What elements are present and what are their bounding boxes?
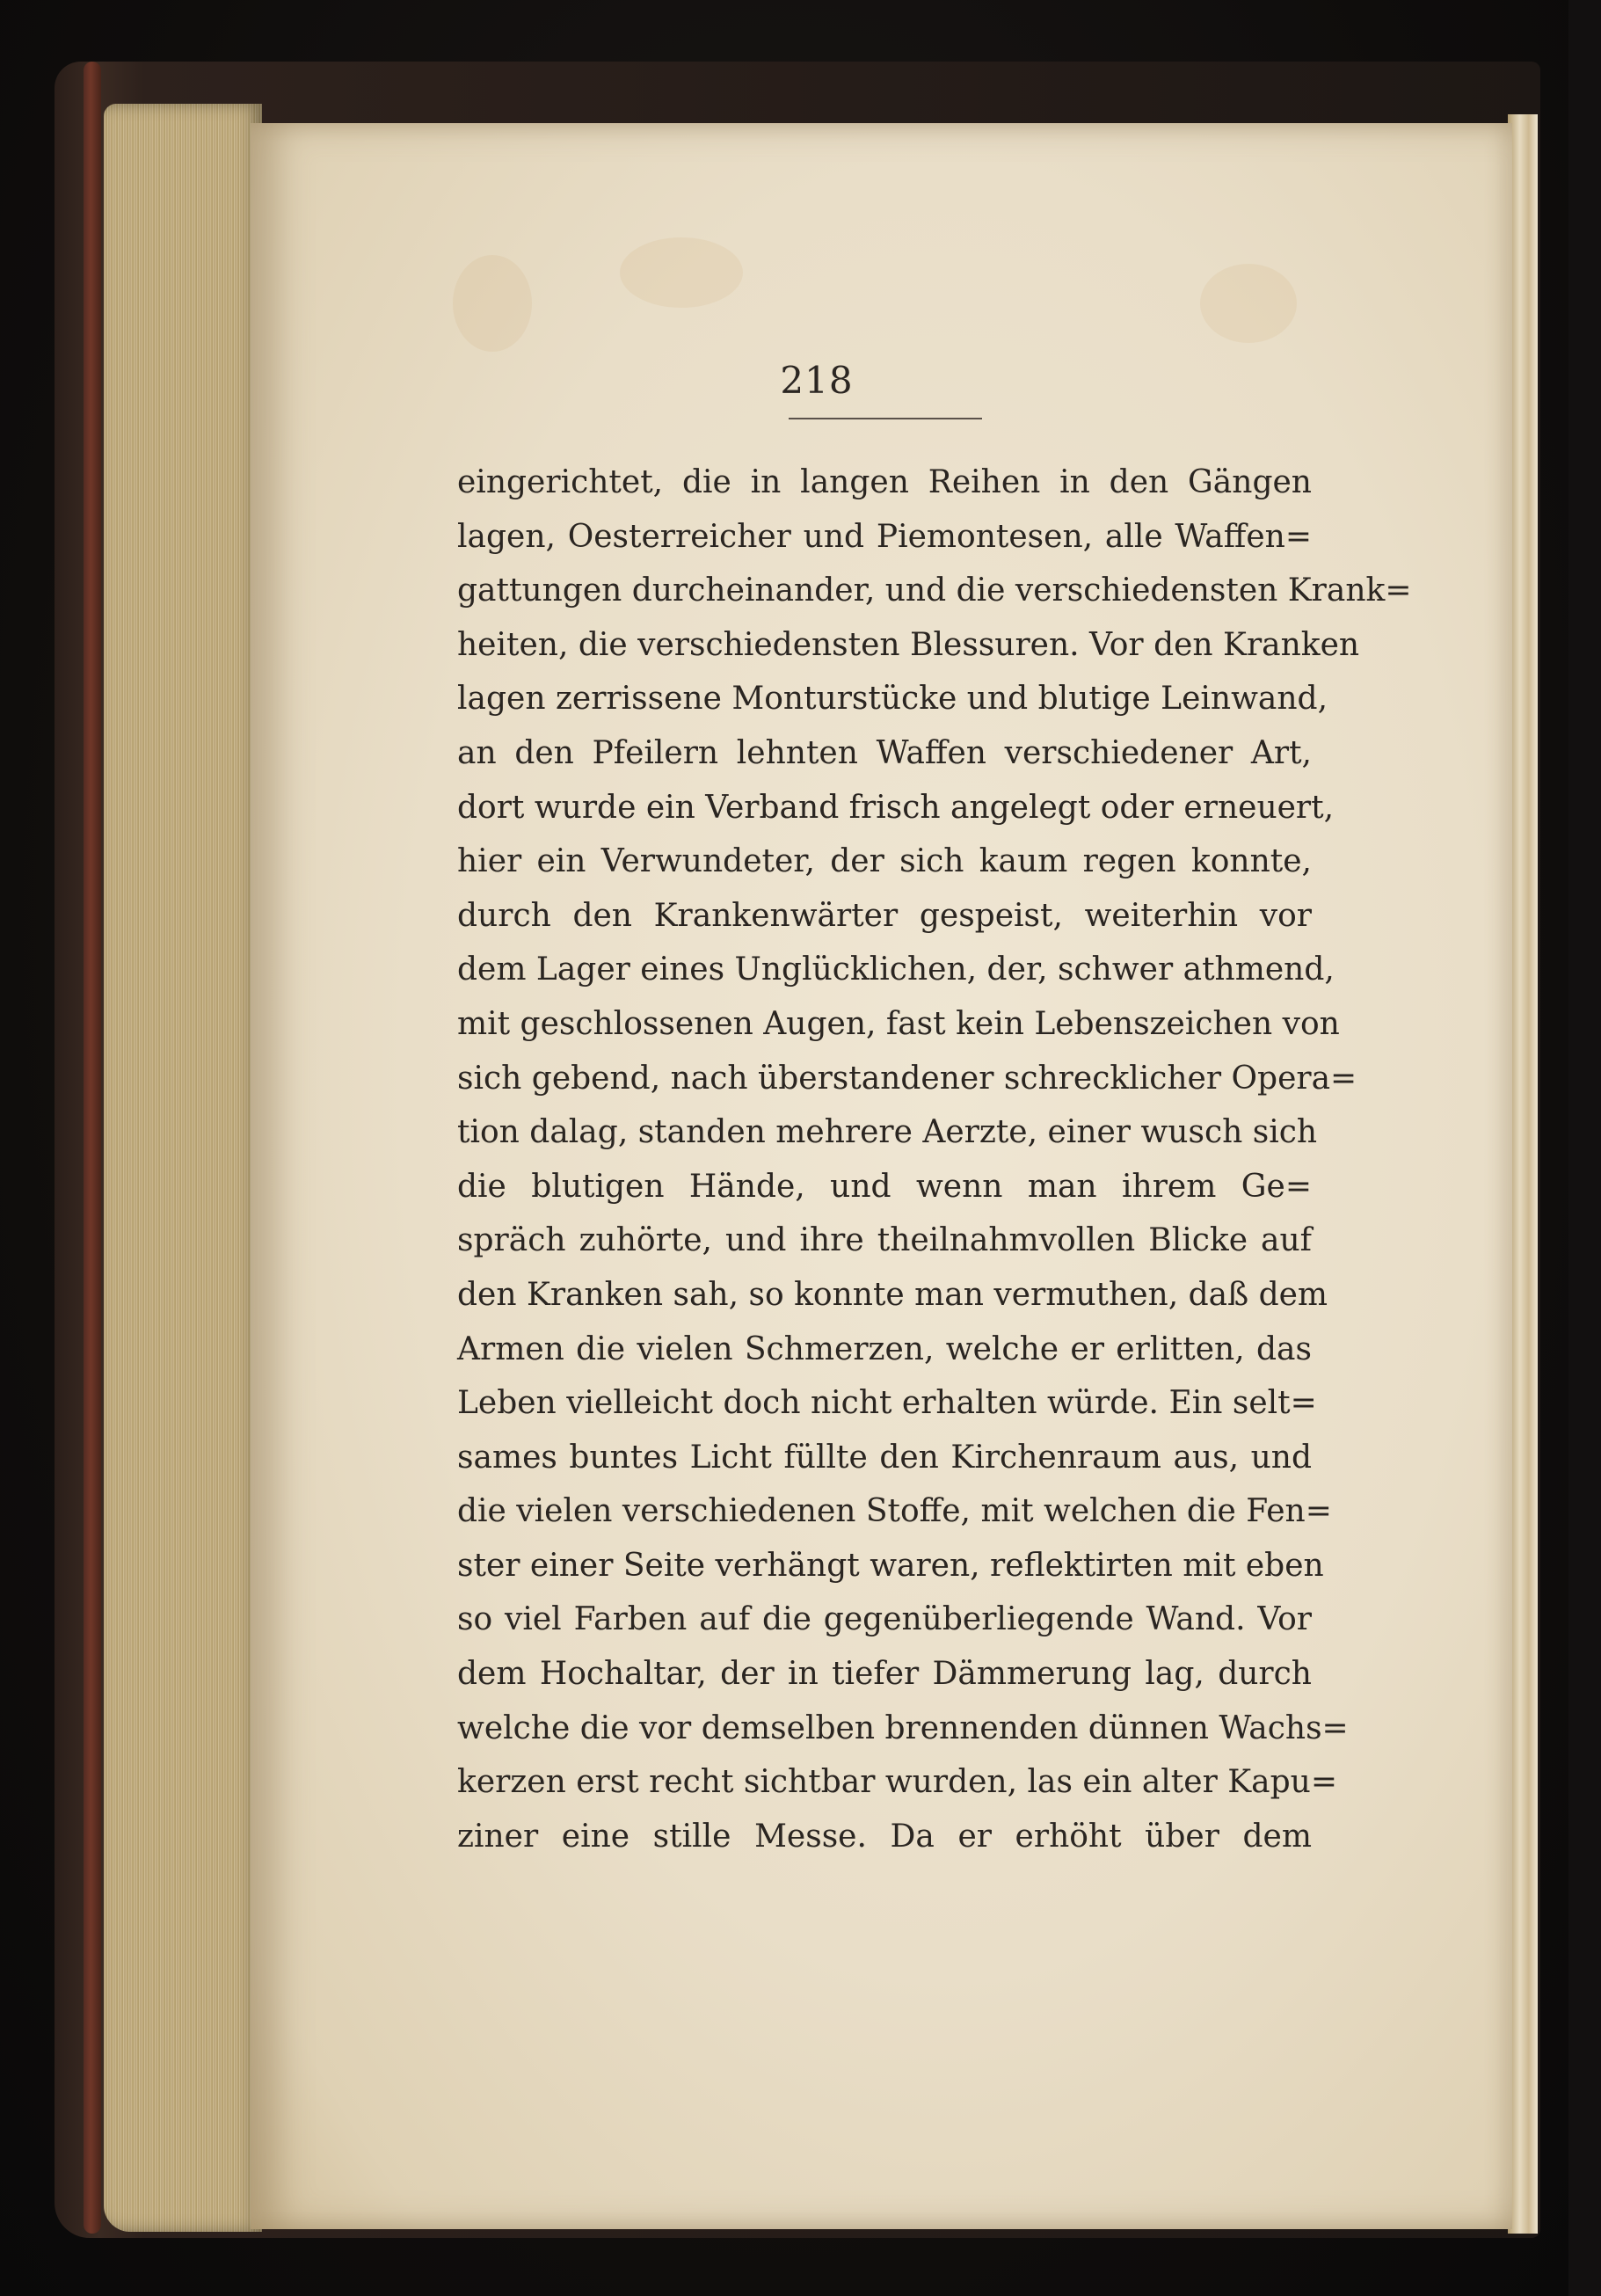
text-line: die blutigen Hände, und wenn man ihrem Ge= [457,1168,1312,1205]
text-line: gattungen durcheinander, und die verschiedensten Krank= [457,572,1412,609]
text-line: tion dalag, standen mehrere Aerzte, einer wusch sich [457,1114,1318,1151]
page-stack [104,104,262,2232]
text-line: heiten, die verschiedensten Blessuren. Vor den Kranken [457,626,1360,663]
header-rule [789,418,982,419]
page-stain [620,237,743,308]
text-line: ziner eine stille Messe. Da er erhöht über dem [457,1818,1312,1855]
text-line: Armen die vielen Schmerzen, welche er erlitten, das [457,1330,1312,1367]
text-line: die vielen verschiedenen Stoffe, mit welchen die Fen= [457,1493,1332,1530]
body-text [457,456,1412,1863]
text-line: kerzen erst recht sichtbar wurden, las ein alter Kapu= [457,1764,1337,1801]
page-stain [1200,264,1297,343]
page-number: 218 [780,359,854,402]
text-line: eingerichtet, die in langen Reihen in den Gängen [457,464,1312,500]
text-line: durch den Krankenwärter gespeist, weiterhin vor [457,897,1312,934]
text-line: sames buntes Licht füllte den Kirchenraum aus, und [457,1439,1312,1476]
text-line: hier ein Verwundeter, der sich kaum regen konnte, [457,843,1312,880]
text-line: Leben vielleicht doch nicht erhalten würde. Ein selt= [457,1385,1317,1422]
page-stain [453,255,532,352]
facing-page-edge [1508,114,1538,2234]
text-line: welche die vor demselben brennenden dünnen Wachs= [457,1709,1349,1746]
text-line: sich gebend, nach überstandener schrecklicher Opera= [457,1060,1357,1097]
text-line: dem Hochaltar, der in tiefer Dämmerung lag, durch [457,1656,1312,1693]
text-line: ster einer Seite verhängt waren, reflektirten mit eben [457,1547,1324,1584]
text-line: lagen, Oesterreicher und Piemontesen, alle Waffen= [457,518,1312,555]
text-line: an den Pfeilern lehnten Waffen verschiedener Art, [457,734,1312,771]
text-line: so viel Farben auf die gegenüberliegende Wand. Vor [457,1601,1312,1638]
text-line: lagen zerrissene Monturstücke und blutige Leinwand, [457,681,1328,718]
text-line: den Kranken sah, so konnte man vermuthen, daß dem [457,1276,1328,1313]
text-line: spräch zuhörte, und ihre theilnahmvollen Blicke auf [457,1222,1312,1259]
text-line: dem Lager eines Unglücklichen, der, schwer athmend, [457,951,1335,988]
text-line: mit geschlossenen Augen, fast kein Lebenszeichen von [457,1005,1340,1042]
text-line: dort wurde ein Verband frisch angelegt oder erneuert, [457,789,1335,826]
